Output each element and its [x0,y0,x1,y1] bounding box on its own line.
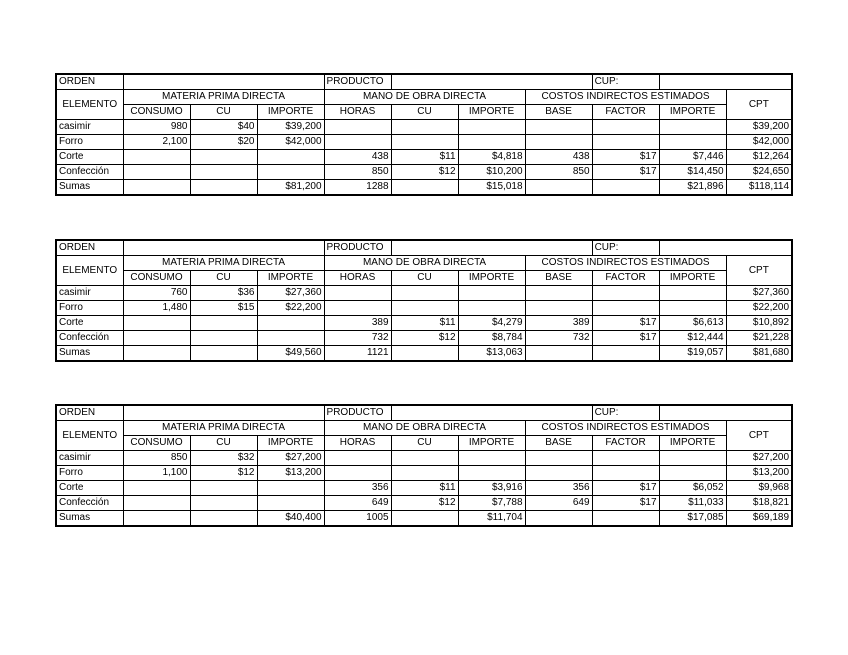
cell-importe[interactable] [257,165,324,180]
group-header-row [56,90,792,105]
cell-cu[interactable] [190,150,257,165]
cpt-header: CPT [726,421,792,451]
cell-cpt[interactable]: $10,892 [726,316,792,331]
cell-base[interactable] [525,466,592,481]
row-label: casimir [56,451,123,466]
cell-importe3[interactable]: $7,446 [659,150,726,165]
column-header-importe: IMPORTE [458,105,525,120]
producto-value[interactable] [391,240,592,256]
cell-cpt[interactable]: $18,821 [726,496,792,511]
cell-base[interactable]: 389 [525,316,592,331]
cost-table [55,404,793,527]
cell-importe2[interactable]: $3,916 [458,481,525,496]
table-row [56,286,792,301]
cell-cpt[interactable]: $21,228 [726,331,792,346]
cell-base[interactable] [525,180,592,196]
cell-importe[interactable] [257,316,324,331]
cell-consumo[interactable]: 760 [123,286,190,301]
cell-importe3[interactable] [659,286,726,301]
cell-importe3[interactable]: $17,085 [659,511,726,527]
orden-label: ORDEN [56,240,123,256]
cell-cpt[interactable]: $12,264 [726,150,792,165]
column-header-factor: FACTOR [592,271,659,286]
table-row [56,511,792,527]
cell-factor[interactable] [592,301,659,316]
cell-base[interactable]: 732 [525,331,592,346]
cell-cu2[interactable]: $11 [391,316,458,331]
column-header-factor: FACTOR [592,436,659,451]
cell-importe2[interactable] [458,135,525,150]
cell-base[interactable]: 356 [525,481,592,496]
column-header-cu: CU [391,105,458,120]
cell-cu2[interactable] [391,511,458,527]
cell-cpt[interactable]: $42,000 [726,135,792,150]
row-label: Sumas [56,511,123,527]
column-header-row [56,105,792,120]
cell-importe[interactable]: $27,360 [257,286,324,301]
cell-base[interactable]: 850 [525,165,592,180]
cell-base[interactable] [525,451,592,466]
cell-importe2[interactable] [458,466,525,481]
cell-importe[interactable]: $13,200 [257,466,324,481]
column-header-importe: IMPORTE [257,436,324,451]
cell-horas[interactable] [324,120,391,135]
table-row [56,496,792,511]
column-header-importe: IMPORTE [659,271,726,286]
table-row [56,451,792,466]
cell-importe3[interactable] [659,135,726,150]
cell-factor[interactable] [592,511,659,527]
cell-importe2[interactable]: $11,704 [458,511,525,527]
table-row [56,316,792,331]
cell-factor[interactable] [592,135,659,150]
cell-importe3[interactable] [659,301,726,316]
table-row [56,150,792,165]
cup-value[interactable] [659,240,792,256]
cell-cu[interactable] [190,481,257,496]
cell-horas[interactable] [324,135,391,150]
cell-importe2[interactable] [458,301,525,316]
column-header-horas: HORAS [324,105,391,120]
cell-horas[interactable]: 1005 [324,511,391,527]
cell-cpt[interactable]: $81,680 [726,346,792,362]
cell-cpt[interactable]: $69,189 [726,511,792,527]
cell-cu[interactable] [190,165,257,180]
column-header-cu: CU [190,271,257,286]
cell-importe3[interactable]: $19,057 [659,346,726,362]
cell-factor[interactable]: $17 [592,331,659,346]
cell-factor[interactable]: $17 [592,165,659,180]
row-label: Forro [56,301,123,316]
cell-importe3[interactable]: $12,444 [659,331,726,346]
cell-horas[interactable]: 389 [324,316,391,331]
cell-cu2[interactable]: $12 [391,165,458,180]
cell-cu[interactable]: $12 [190,466,257,481]
cie-header: COSTOS INDIRECTOS ESTIMADOS [525,256,726,271]
cell-consumo[interactable] [123,346,190,362]
cost-table [55,239,793,362]
row-label: Corte [56,150,123,165]
cell-base[interactable] [525,286,592,301]
mod-header: MANO DE OBRA DIRECTA [324,256,525,271]
row-label: Corte [56,316,123,331]
column-header-cu: CU [190,436,257,451]
table-row [56,135,792,150]
column-header-factor: FACTOR [592,105,659,120]
column-header-importe: IMPORTE [458,436,525,451]
column-header-base: BASE [525,436,592,451]
cell-cpt[interactable]: $9,968 [726,481,792,496]
column-header-importe: IMPORTE [659,105,726,120]
cell-cu[interactable] [190,511,257,527]
cie-header: COSTOS INDIRECTOS ESTIMADOS [525,421,726,436]
cell-importe[interactable] [257,481,324,496]
column-header-consumo: CONSUMO [123,436,190,451]
cell-importe2[interactable]: $4,279 [458,316,525,331]
cell-importe3[interactable] [659,120,726,135]
cell-cu[interactable]: $15 [190,301,257,316]
cell-cu2[interactable] [391,180,458,196]
cell-horas[interactable] [324,451,391,466]
cell-factor[interactable]: $17 [592,496,659,511]
cell-importe[interactable] [257,496,324,511]
cell-consumo[interactable] [123,331,190,346]
cell-importe[interactable]: $40,400 [257,511,324,527]
cell-importe[interactable] [257,150,324,165]
cell-importe3[interactable]: $14,450 [659,165,726,180]
cell-cu2[interactable] [391,286,458,301]
order-row [56,240,792,256]
cell-cu[interactable] [190,180,257,196]
cost-table [55,73,793,196]
cell-horas[interactable]: 649 [324,496,391,511]
column-header-cu: CU [391,436,458,451]
cell-cpt[interactable]: $22,200 [726,301,792,316]
column-header-horas: HORAS [324,436,391,451]
producto-value[interactable] [391,74,592,90]
mod-header: MANO DE OBRA DIRECTA [324,421,525,436]
producto-label: PRODUCTO [324,240,391,256]
cell-consumo[interactable]: 850 [123,451,190,466]
cell-cu2[interactable] [391,135,458,150]
cell-base[interactable]: 649 [525,496,592,511]
orden-label: ORDEN [56,74,123,90]
cell-importe3[interactable] [659,451,726,466]
order-row [56,74,792,90]
cell-cu[interactable] [190,496,257,511]
cell-consumo[interactable] [123,150,190,165]
cup-label: CUP: [592,240,659,256]
cell-horas[interactable] [324,286,391,301]
cell-factor[interactable]: $17 [592,150,659,165]
cost-sheet-2 [55,239,792,362]
table-row [56,180,792,196]
cell-base[interactable] [525,135,592,150]
cell-cu2[interactable]: $11 [391,481,458,496]
cell-horas[interactable]: 438 [324,150,391,165]
column-header-importe: IMPORTE [257,105,324,120]
row-label: Confección [56,165,123,180]
cell-cpt[interactable]: $27,200 [726,451,792,466]
cell-horas[interactable] [324,301,391,316]
cell-cu2[interactable]: $12 [391,496,458,511]
cell-consumo[interactable] [123,481,190,496]
cell-importe2[interactable]: $13,063 [458,346,525,362]
column-header-importe: IMPORTE [458,271,525,286]
cell-horas[interactable]: 850 [324,165,391,180]
cell-factor[interactable] [592,451,659,466]
cell-consumo[interactable] [123,316,190,331]
cell-importe[interactable]: $27,200 [257,451,324,466]
row-label: Sumas [56,180,123,196]
cost-sheet-3 [55,404,792,527]
cell-base[interactable] [525,511,592,527]
elemento-header: ELEMENTO [56,90,123,120]
cost-sheet-1 [55,73,792,196]
column-header-importe: IMPORTE [257,271,324,286]
cell-consumo[interactable] [123,496,190,511]
table-row [56,481,792,496]
producto-label: PRODUCTO [324,74,391,90]
cell-consumo[interactable]: 980 [123,120,190,135]
cie-header: COSTOS INDIRECTOS ESTIMADOS [525,90,726,105]
cell-cu[interactable]: $32 [190,451,257,466]
elemento-header: ELEMENTO [56,421,123,451]
cup-value[interactable] [659,74,792,90]
cpt-header: CPT [726,90,792,120]
cell-cu[interactable]: $36 [190,286,257,301]
cell-factor[interactable] [592,286,659,301]
column-header-horas: HORAS [324,271,391,286]
cell-horas[interactable] [324,466,391,481]
cell-cu2[interactable]: $11 [391,150,458,165]
cell-consumo[interactable]: 2,100 [123,135,190,150]
cell-cu2[interactable] [391,301,458,316]
row-label: Corte [56,481,123,496]
column-header-importe: IMPORTE [659,436,726,451]
table-row [56,301,792,316]
cell-horas[interactable]: 1288 [324,180,391,196]
row-label: Forro [56,135,123,150]
cell-cpt[interactable]: $118,114 [726,180,792,196]
cup-label: CUP: [592,405,659,421]
cell-importe[interactable] [257,331,324,346]
cell-cu2[interactable] [391,346,458,362]
cell-importe2[interactable]: $7,788 [458,496,525,511]
cell-importe2[interactable] [458,451,525,466]
orden-label: ORDEN [56,405,123,421]
table-row [56,346,792,362]
column-header-row [56,436,792,451]
cell-cu[interactable] [190,331,257,346]
cell-consumo[interactable] [123,511,190,527]
orden-value[interactable] [123,405,324,421]
row-label: Sumas [56,346,123,362]
order-row [56,405,792,421]
group-header-row [56,421,792,436]
cell-horas[interactable]: 1121 [324,346,391,362]
producto-label: PRODUCTO [324,405,391,421]
cell-cu[interactable] [190,346,257,362]
cell-importe[interactable]: $39,200 [257,120,324,135]
cell-consumo[interactable] [123,180,190,196]
cell-factor[interactable] [592,180,659,196]
row-label: casimir [56,120,123,135]
cell-cpt[interactable]: $27,360 [726,286,792,301]
cell-cpt[interactable]: $13,200 [726,466,792,481]
group-header-row [56,256,792,271]
cell-importe2[interactable]: $10,200 [458,165,525,180]
cell-importe2[interactable]: $8,784 [458,331,525,346]
column-header-row [56,271,792,286]
cpt-header: CPT [726,256,792,286]
column-header-base: BASE [525,105,592,120]
mpd-header: MATERIA PRIMA DIRECTA [123,90,324,105]
row-label: Confección [56,496,123,511]
cell-horas[interactable]: 356 [324,481,391,496]
cell-factor[interactable] [592,466,659,481]
cell-consumo[interactable]: 1,100 [123,466,190,481]
table-row [56,165,792,180]
cell-importe[interactable]: $81,200 [257,180,324,196]
mpd-header: MATERIA PRIMA DIRECTA [123,421,324,436]
cell-factor[interactable]: $17 [592,481,659,496]
orden-value[interactable] [123,240,324,256]
column-header-consumo: CONSUMO [123,105,190,120]
cell-factor[interactable] [592,346,659,362]
column-header-consumo: CONSUMO [123,271,190,286]
elemento-header: ELEMENTO [56,256,123,286]
cell-cu[interactable]: $20 [190,135,257,150]
cell-cu[interactable]: $40 [190,120,257,135]
cell-cu[interactable] [190,316,257,331]
mpd-header: MATERIA PRIMA DIRECTA [123,256,324,271]
cell-importe3[interactable]: $21,896 [659,180,726,196]
cell-base[interactable] [525,346,592,362]
cell-horas[interactable]: 732 [324,331,391,346]
cell-factor[interactable]: $17 [592,316,659,331]
cell-consumo[interactable]: 1,480 [123,301,190,316]
cell-cu2[interactable] [391,466,458,481]
mod-header: MANO DE OBRA DIRECTA [324,90,525,105]
column-header-cu: CU [391,271,458,286]
cell-importe[interactable]: $22,200 [257,301,324,316]
cell-importe3[interactable] [659,466,726,481]
cell-importe2[interactable] [458,120,525,135]
orden-value[interactable] [123,74,324,90]
cell-importe[interactable]: $49,560 [257,346,324,362]
cell-cu2[interactable] [391,451,458,466]
cell-base[interactable] [525,120,592,135]
cell-base[interactable]: 438 [525,150,592,165]
cell-importe3[interactable]: $11,033 [659,496,726,511]
cell-cu2[interactable]: $12 [391,331,458,346]
cell-importe3[interactable]: $6,052 [659,481,726,496]
row-label: Confección [56,331,123,346]
table-row [56,331,792,346]
cup-label: CUP: [592,74,659,90]
cell-factor[interactable] [592,120,659,135]
cell-importe3[interactable]: $6,613 [659,316,726,331]
cell-importe2[interactable] [458,286,525,301]
column-header-base: BASE [525,271,592,286]
cell-importe2[interactable]: $15,018 [458,180,525,196]
cell-cpt[interactable]: $39,200 [726,120,792,135]
cell-cpt[interactable]: $24,650 [726,165,792,180]
row-label: Forro [56,466,123,481]
cell-importe2[interactable]: $4,818 [458,150,525,165]
cell-consumo[interactable] [123,165,190,180]
cell-base[interactable] [525,301,592,316]
cell-cu2[interactable] [391,120,458,135]
table-row [56,466,792,481]
cup-value[interactable] [659,405,792,421]
row-label: casimir [56,286,123,301]
table-row [56,120,792,135]
producto-value[interactable] [391,405,592,421]
column-header-cu: CU [190,105,257,120]
cell-importe[interactable]: $42,000 [257,135,324,150]
